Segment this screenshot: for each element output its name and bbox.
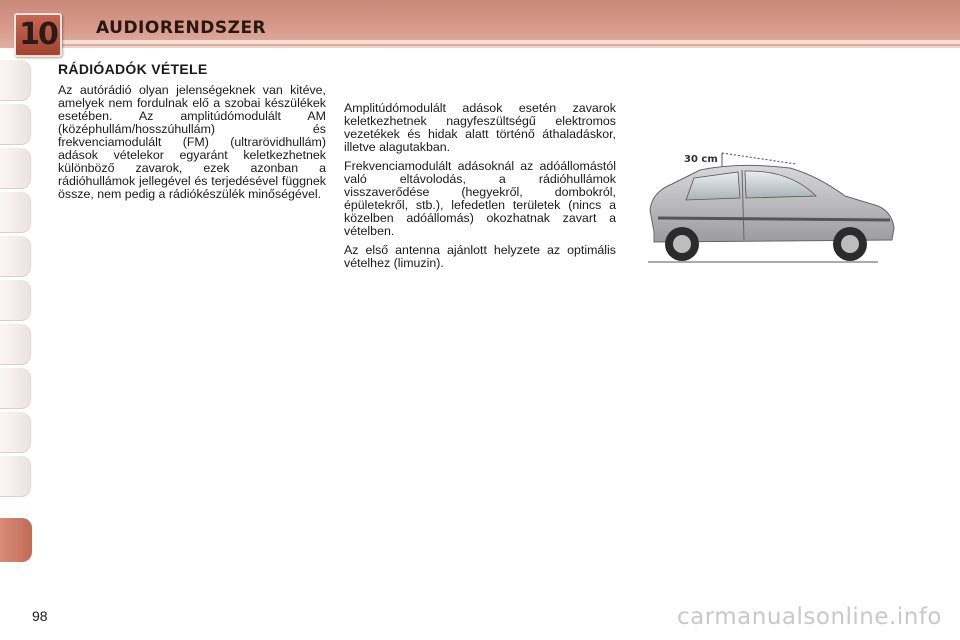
chapter-title: AUDIORENDSZER [96,18,267,38]
car-antenna-illustration [640,140,910,270]
antenna-length-label: 30 cm [684,154,718,165]
chapter-tab[interactable] [0,236,31,277]
chapter-tab-strip [0,60,34,580]
watermark: carmanualsonline.info [676,604,942,630]
chapter-tab[interactable] [0,192,31,233]
paragraph: Amplitúdómodulált adások esetén zavarok keletkezhetnek nagyfeszültségű elektromos vezetékek és hidak alatt történő áthaladáskor, illetve alagutakban. [344,101,616,154]
chapter-number-badge: 10 [14,13,62,57]
paragraph: Az első antenna ajánlott helyzete az optimális vételhez (limuzin). [344,243,616,270]
chapter-tab[interactable] [0,148,31,189]
chapter-tab-active[interactable] [0,518,32,562]
header-divider [58,40,960,44]
rear-hubcap [673,235,691,253]
section-title: RÁDIÓADÓK VÉTELE [58,61,208,77]
side-trim [658,218,890,220]
chapter-tab[interactable] [0,60,31,101]
chapter-tab[interactable] [0,368,31,409]
chapter-tab[interactable] [0,280,31,321]
chapter-tab[interactable] [0,456,31,497]
front-hubcap [841,235,859,253]
header-divider-secondary [58,46,960,48]
paragraph: Az autórádió olyan jelenségeknek van kitéve, amelyek nem fordulnak elő a szobai készülékek esetében. Az amplitúdómodulált AM (középhullám/hosszúhullám) és frekvenciamodulált (FM) (ultrarövidhullám) adások vételekor egyaránt keletkezhetnek különböző zavarok, ezek azonban a rádióhullámok jellegével és terjedésével függnek össze, nem pedig a rádiókészülék minőségével. [58,83,326,201]
paragraph: Frekvenciamodulált adásoknál az adóállomástól való eltávolodás, a rádióhullámok visszaverődése (hegyekről, dombokról, épületekről, stb.), lefedetlen területek (nincs a közelben adóállomás) okozhatnak zavart a vételben. [344,159,616,238]
chapter-tab[interactable] [0,412,31,453]
chapter-tab[interactable] [0,324,31,365]
middle-text-column [344,102,616,276]
page-number: 98 [32,608,48,624]
left-text-column [58,84,326,207]
chapter-tab[interactable] [0,104,31,145]
antenna-line [722,153,796,164]
